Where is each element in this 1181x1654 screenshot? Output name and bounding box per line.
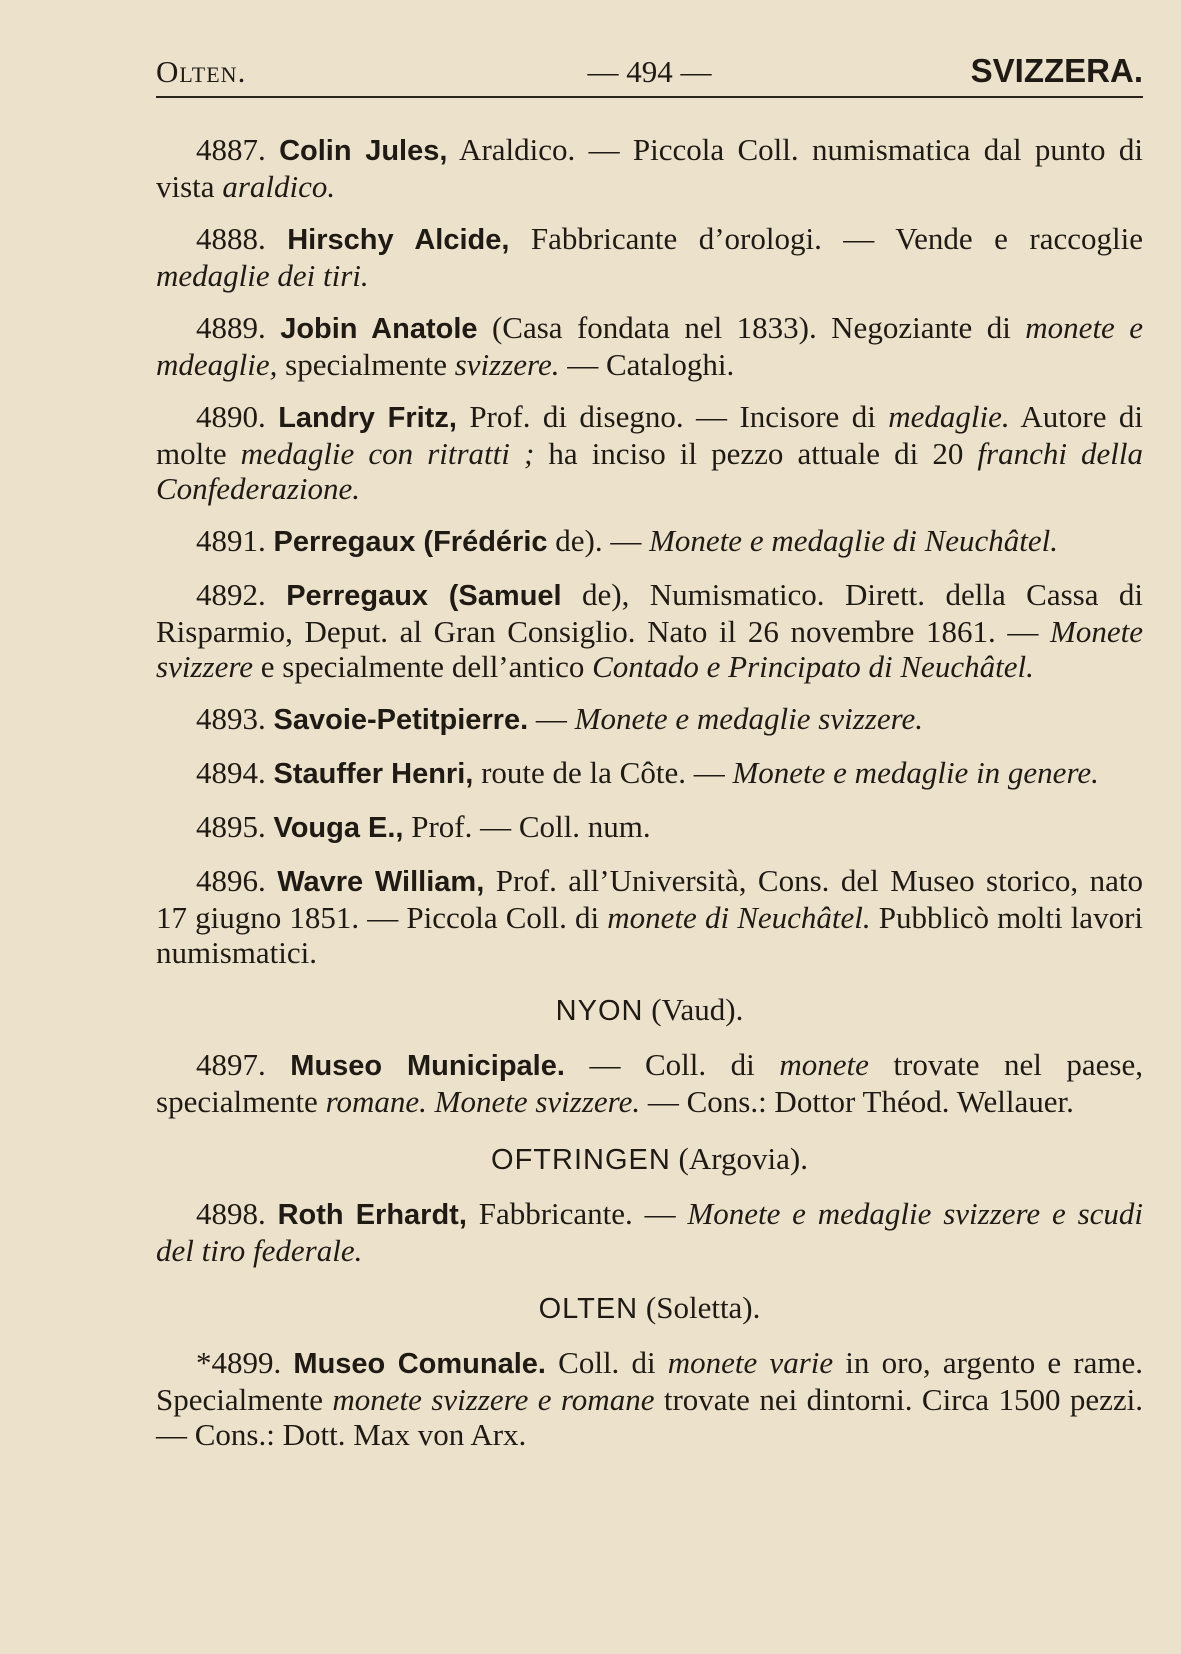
entry-number: 4895. (196, 809, 274, 844)
entry-text: e specialmente dell’antico (253, 649, 593, 684)
directory-entry (156, 310, 1143, 382)
directory-entry (156, 863, 1143, 970)
running-head (156, 48, 1143, 98)
entry-italic-text: franchi della Confederazione. (156, 436, 1143, 506)
entry-name: Jobin Anatole (280, 313, 478, 345)
entry-italic-text: Monete e medaglie in genere. (732, 755, 1099, 790)
entry-text: specialmente (277, 347, 455, 382)
entry-italic-text: romane. Monete svizzere. (325, 1084, 641, 1119)
entry-number: 4898. (196, 1196, 278, 1231)
entry-number: 4897. (196, 1047, 291, 1082)
directory-entry (156, 809, 1143, 846)
entry-name: Hirschy Alcide, (287, 224, 510, 256)
entry-text: Prof. — Coll. num. (403, 809, 651, 844)
entry-italic-text: medaglie. (888, 399, 1010, 434)
section-heading (156, 992, 1143, 1029)
section-region: (Argovia). (670, 1141, 808, 1176)
entry-italic-text: Monete e medaglie di Neuchâtel. (649, 523, 1058, 558)
entry-text: route de la Côte. — (473, 755, 733, 790)
entry-text: de), Numismatico. Dirett. della Cassa di Risparmio, Deput. al Gran Consiglio. Nato il 26 novembre 1861. — (156, 577, 1144, 649)
entry-text: trovate nel paese, specialmente (156, 1047, 1144, 1119)
entry-text: Prof. all’Università, Cons. del Museo storico, nato 17 giugno 1851. — Piccola Coll. di (156, 863, 1143, 935)
section-region: (Soletta). (638, 1290, 761, 1325)
entry-italic-text: monete svizzere e romane (332, 1382, 655, 1417)
entry-text: — (528, 701, 575, 736)
entry-name: Museo Municipale. (290, 1050, 565, 1082)
directory-entry (156, 701, 1143, 738)
entry-name: Landry Fritz, (278, 402, 457, 434)
entry-number: 4893. (196, 701, 274, 736)
entry-text: Araldico. — Piccola Coll. numismatica dal punto di vista (156, 132, 1143, 204)
entry-text: — Cataloghi. (559, 347, 735, 382)
section-place: OLTEN (538, 1293, 639, 1325)
entry-name: Vouga E., (273, 812, 404, 844)
entry-name: Savoie-Petitpierre. (273, 704, 529, 736)
entry-number: 4894. (196, 755, 274, 790)
directory-entry (156, 1047, 1143, 1119)
entry-italic-text: Monete e medaglie svizzere e scudi del tiro federale. (156, 1196, 1144, 1268)
entry-text: (Casa fondata nel 1833). Negoziante di (477, 310, 1026, 345)
section-heading (156, 1290, 1143, 1327)
entry-number: 4896. (196, 863, 278, 898)
entry-italic-text: medaglie con ritratti ; (240, 436, 535, 471)
entry-italic-text: svizzere. (454, 347, 560, 382)
entry-text: de). — (547, 523, 650, 558)
section-heading (156, 1141, 1143, 1178)
entry-name: Perregaux (Samuel (286, 580, 562, 612)
directory-entries (156, 132, 1143, 1452)
directory-entry (156, 577, 1143, 684)
entry-number: 4890. (196, 399, 279, 434)
entry-number: *4899. (196, 1345, 294, 1380)
entry-italic-text: monete varie (667, 1345, 834, 1380)
section-region: (Vaud). (643, 992, 744, 1027)
entry-text: Prof. di disegno. — Incisore di (456, 399, 889, 434)
page-number: — 494 — (587, 54, 712, 89)
entry-number: 4891. (196, 523, 274, 558)
running-head-right: SVIZZERA. (970, 52, 1143, 89)
entry-name: Roth Erhardt, (277, 1199, 467, 1231)
entry-text: trovate nei dintorni. Circa 1500 pezzi. — Cons.: Dott. Max von Arx. (156, 1382, 1143, 1452)
directory-entry (156, 755, 1143, 792)
entry-text: in oro, argento e rame. Specialmente (156, 1345, 1144, 1417)
directory-entry (156, 1345, 1143, 1452)
entry-italic-text: monete di Neuchâtel. (607, 900, 871, 935)
entry-italic-text: medaglie dei tiri. (156, 258, 369, 293)
entry-italic-text: Monete svizzere (156, 614, 1143, 684)
entry-italic-text: araldico. (222, 169, 336, 204)
entry-text: Fabbricante d’orologi. — Vende e raccoglie (509, 221, 1143, 256)
entry-text: ha inciso il pezzo attuale di 20 (534, 436, 978, 471)
directory-entry (156, 399, 1143, 506)
section-place: NYON (555, 995, 644, 1027)
entry-number: 4889. (196, 310, 281, 345)
entry-text: — Cons.: Dottor Théod. Wellauer. (640, 1084, 1074, 1119)
entry-text: Autore di molte (156, 399, 1144, 471)
section-place: OFTRINGEN (491, 1144, 671, 1176)
entry-text: Coll. di (545, 1345, 668, 1380)
entry-number: 4888. (196, 221, 288, 256)
entry-italic-text: monete e mdeaglie, (156, 310, 1144, 382)
entry-name: Museo Comunale. (293, 1348, 546, 1380)
directory-entry (156, 221, 1143, 293)
entry-text: — Coll. di (564, 1047, 780, 1082)
entry-name: Stauffer Henri, (273, 758, 474, 790)
entry-name: Perregaux (Frédéric (273, 526, 548, 558)
entry-name: Wavre William, (277, 866, 485, 898)
directory-entry (156, 523, 1143, 560)
entry-name: Colin Jules, (279, 135, 448, 167)
running-head-left: Olten. (156, 54, 247, 89)
entry-italic-text: monete (779, 1047, 869, 1082)
entry-text: Pubblicò molti lavori numismatici. (156, 900, 1144, 970)
directory-entry (156, 1196, 1143, 1268)
entry-italic-text: Contado e Principato di Neuchâtel. (592, 649, 1034, 684)
directory-entry (156, 132, 1143, 204)
entry-number: 4887. (196, 132, 280, 167)
entry-italic-text: Monete e medaglie svizzere. (574, 701, 923, 736)
entry-number: 4892. (196, 577, 287, 612)
entry-text: Fabbricante. — (466, 1196, 688, 1231)
